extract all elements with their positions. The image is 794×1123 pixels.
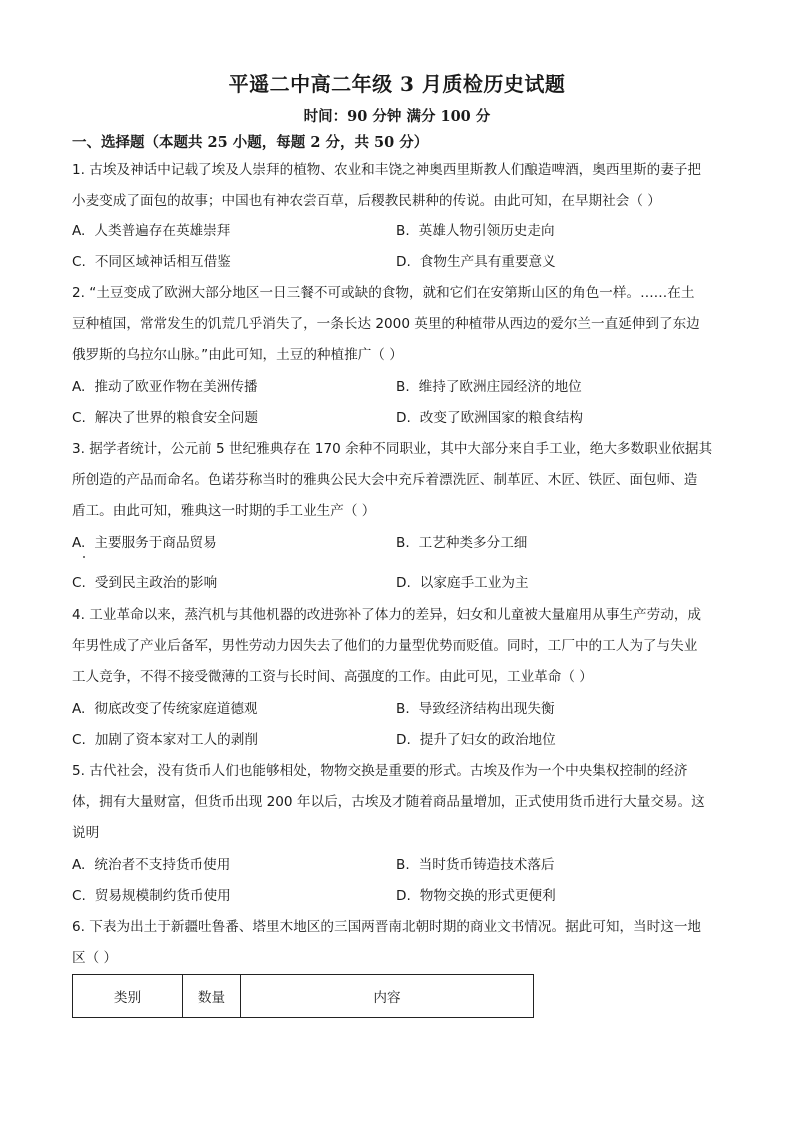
question-4-line-2: 年男性成了产业后备军，男性劳动力因失去了他们的力量型优势而贬值。同时，工厂中的工人为了与失业 bbox=[72, 638, 698, 654]
question-3-line-3: 盾工。由此可知，雅典这一时期的手工业生产（ ） bbox=[72, 503, 376, 519]
question-2-option-d: D. 改变了欧洲国家的粮食结构 bbox=[396, 410, 583, 426]
question-2-line-3: 俄罗斯的乌拉尔山脉。”由此可知，土豆的种植推广（ ） bbox=[72, 347, 403, 363]
question-1-line-2: 小麦变成了面包的故事；中国也有神农尝百草，后稷教民耕种的传说。由此可知，在早期社会（ ） bbox=[72, 193, 661, 209]
question-2-option-b: B. 维持了欧洲庄园经济的地位 bbox=[396, 379, 582, 395]
question-3-option-b: B. 工艺种类多分工细 bbox=[396, 535, 528, 551]
section-heading: 一、选择题（本题共 25 小题，每题 2 分，共 50 分） bbox=[72, 134, 429, 151]
page-title: 平遥二中高二年级 3 月质检历史试题 bbox=[228, 72, 566, 96]
question-2-line-1: 2. “土豆变成了欧洲大部分地区一日三餐不可或缺的食物，就和它们在安第斯山区的角色一样。……在土 bbox=[72, 285, 695, 301]
question-4-option-a: A. 彻底改变了传统家庭道德观 bbox=[72, 701, 258, 717]
question-1-option-c: C. 不同区域神话相互借鉴 bbox=[72, 254, 231, 270]
table-header-quantity: 数量 bbox=[183, 975, 241, 1018]
question-3-option-d: D. 以家庭手工业为主 bbox=[396, 575, 529, 591]
question-5-option-a: A. 统治者不支持货币使用 bbox=[72, 857, 231, 873]
question-5-line-3: 说明 bbox=[72, 825, 100, 841]
question-3-line-2: 所创造的产品而命名。色诺芬称当时的雅典公民大会中充斥着漂洗匠、制革匠、木匠、铁匠、面包师、造 bbox=[72, 472, 698, 488]
question-4-option-c: C. 加剧了资本家对工人的剥削 bbox=[72, 732, 258, 748]
table-header-category: 类别 bbox=[73, 975, 183, 1018]
table-header-content: 内容 bbox=[241, 975, 534, 1018]
question-3-line-1: 3. 据学者统计，公元前 5 世纪雅典存在 170 余种不同职业，其中大部分来自手工业，绝大多数职业依据其 bbox=[72, 441, 713, 457]
question-2-option-c: C. 解决了世界的粮食安全问题 bbox=[72, 410, 258, 426]
question-1-line-1: 1. 古埃及神话中记载了埃及人崇拜的植物、农业和丰饶之神奥西里斯教人们酿造啤酒，奥西里斯的妻子把 bbox=[72, 162, 702, 178]
stray-mark bbox=[83, 556, 85, 558]
question-5-line-2: 体，拥有大量财富，但货币出现 200 年以后，古埃及才随着商品量增加，正式使用货币进行大量交易。这 bbox=[72, 794, 705, 810]
question-4-option-b: B. 导致经济结构出现失衡 bbox=[396, 701, 555, 717]
question-3-option-c: C. 受到民主政治的影响 bbox=[72, 575, 218, 591]
question-2-line-2: 豆种植国，常常发生的饥荒几乎消失了，一条长达 2000 英里的种植带从西边的爱尔兰一直延伸到了东边 bbox=[72, 316, 700, 332]
question-6-line-1: 6. 下表为出土于新疆吐鲁番、塔里木地区的三国两晋南北朝时期的商业文书情况。据此可知，当时这一地 bbox=[72, 919, 702, 935]
question-5-option-c: C. 贸易规模制约货币使用 bbox=[72, 888, 231, 904]
question-4-option-d: D. 提升了妇女的政治地位 bbox=[396, 732, 556, 748]
question-5-option-b: B. 当时货币铸造技术落后 bbox=[396, 857, 555, 873]
question-4-line-1: 4. 工业革命以来，蒸汽机与其他机器的改进弥补了体力的差异，妇女和儿童被大量雇用从事生产劳动，成 bbox=[72, 607, 702, 623]
business-documents-table bbox=[72, 974, 534, 1018]
question-1-option-b: B. 英雄人物引领历史走向 bbox=[396, 223, 555, 239]
question-5-line-1: 5. 古代社会，没有货币人们也能够相处，物物交换是重要的形式。古埃及作为一个中央集权控制的经济 bbox=[72, 763, 688, 779]
question-2-option-a: A. 推动了欧亚作物在美洲传播 bbox=[72, 379, 258, 395]
question-6-line-2: 区（ ） bbox=[72, 950, 118, 966]
exam-time-and-score: 时间：90 分钟 满分 100 分 bbox=[303, 108, 491, 125]
table-header-row bbox=[73, 975, 534, 1018]
question-4-line-3: 工人竞争，不得不接受微薄的工资与长时间、高强度的工作。由此可见，工业革命（ ） bbox=[72, 669, 593, 685]
question-1-option-d: D. 食物生产具有重要意义 bbox=[396, 254, 556, 270]
question-1-option-a: A. 人类普遍存在英雄崇拜 bbox=[72, 223, 231, 239]
question-5-option-d: D. 物物交换的形式更便利 bbox=[396, 888, 556, 904]
question-3-option-a: A. 主要服务于商品贸易 bbox=[72, 535, 217, 551]
